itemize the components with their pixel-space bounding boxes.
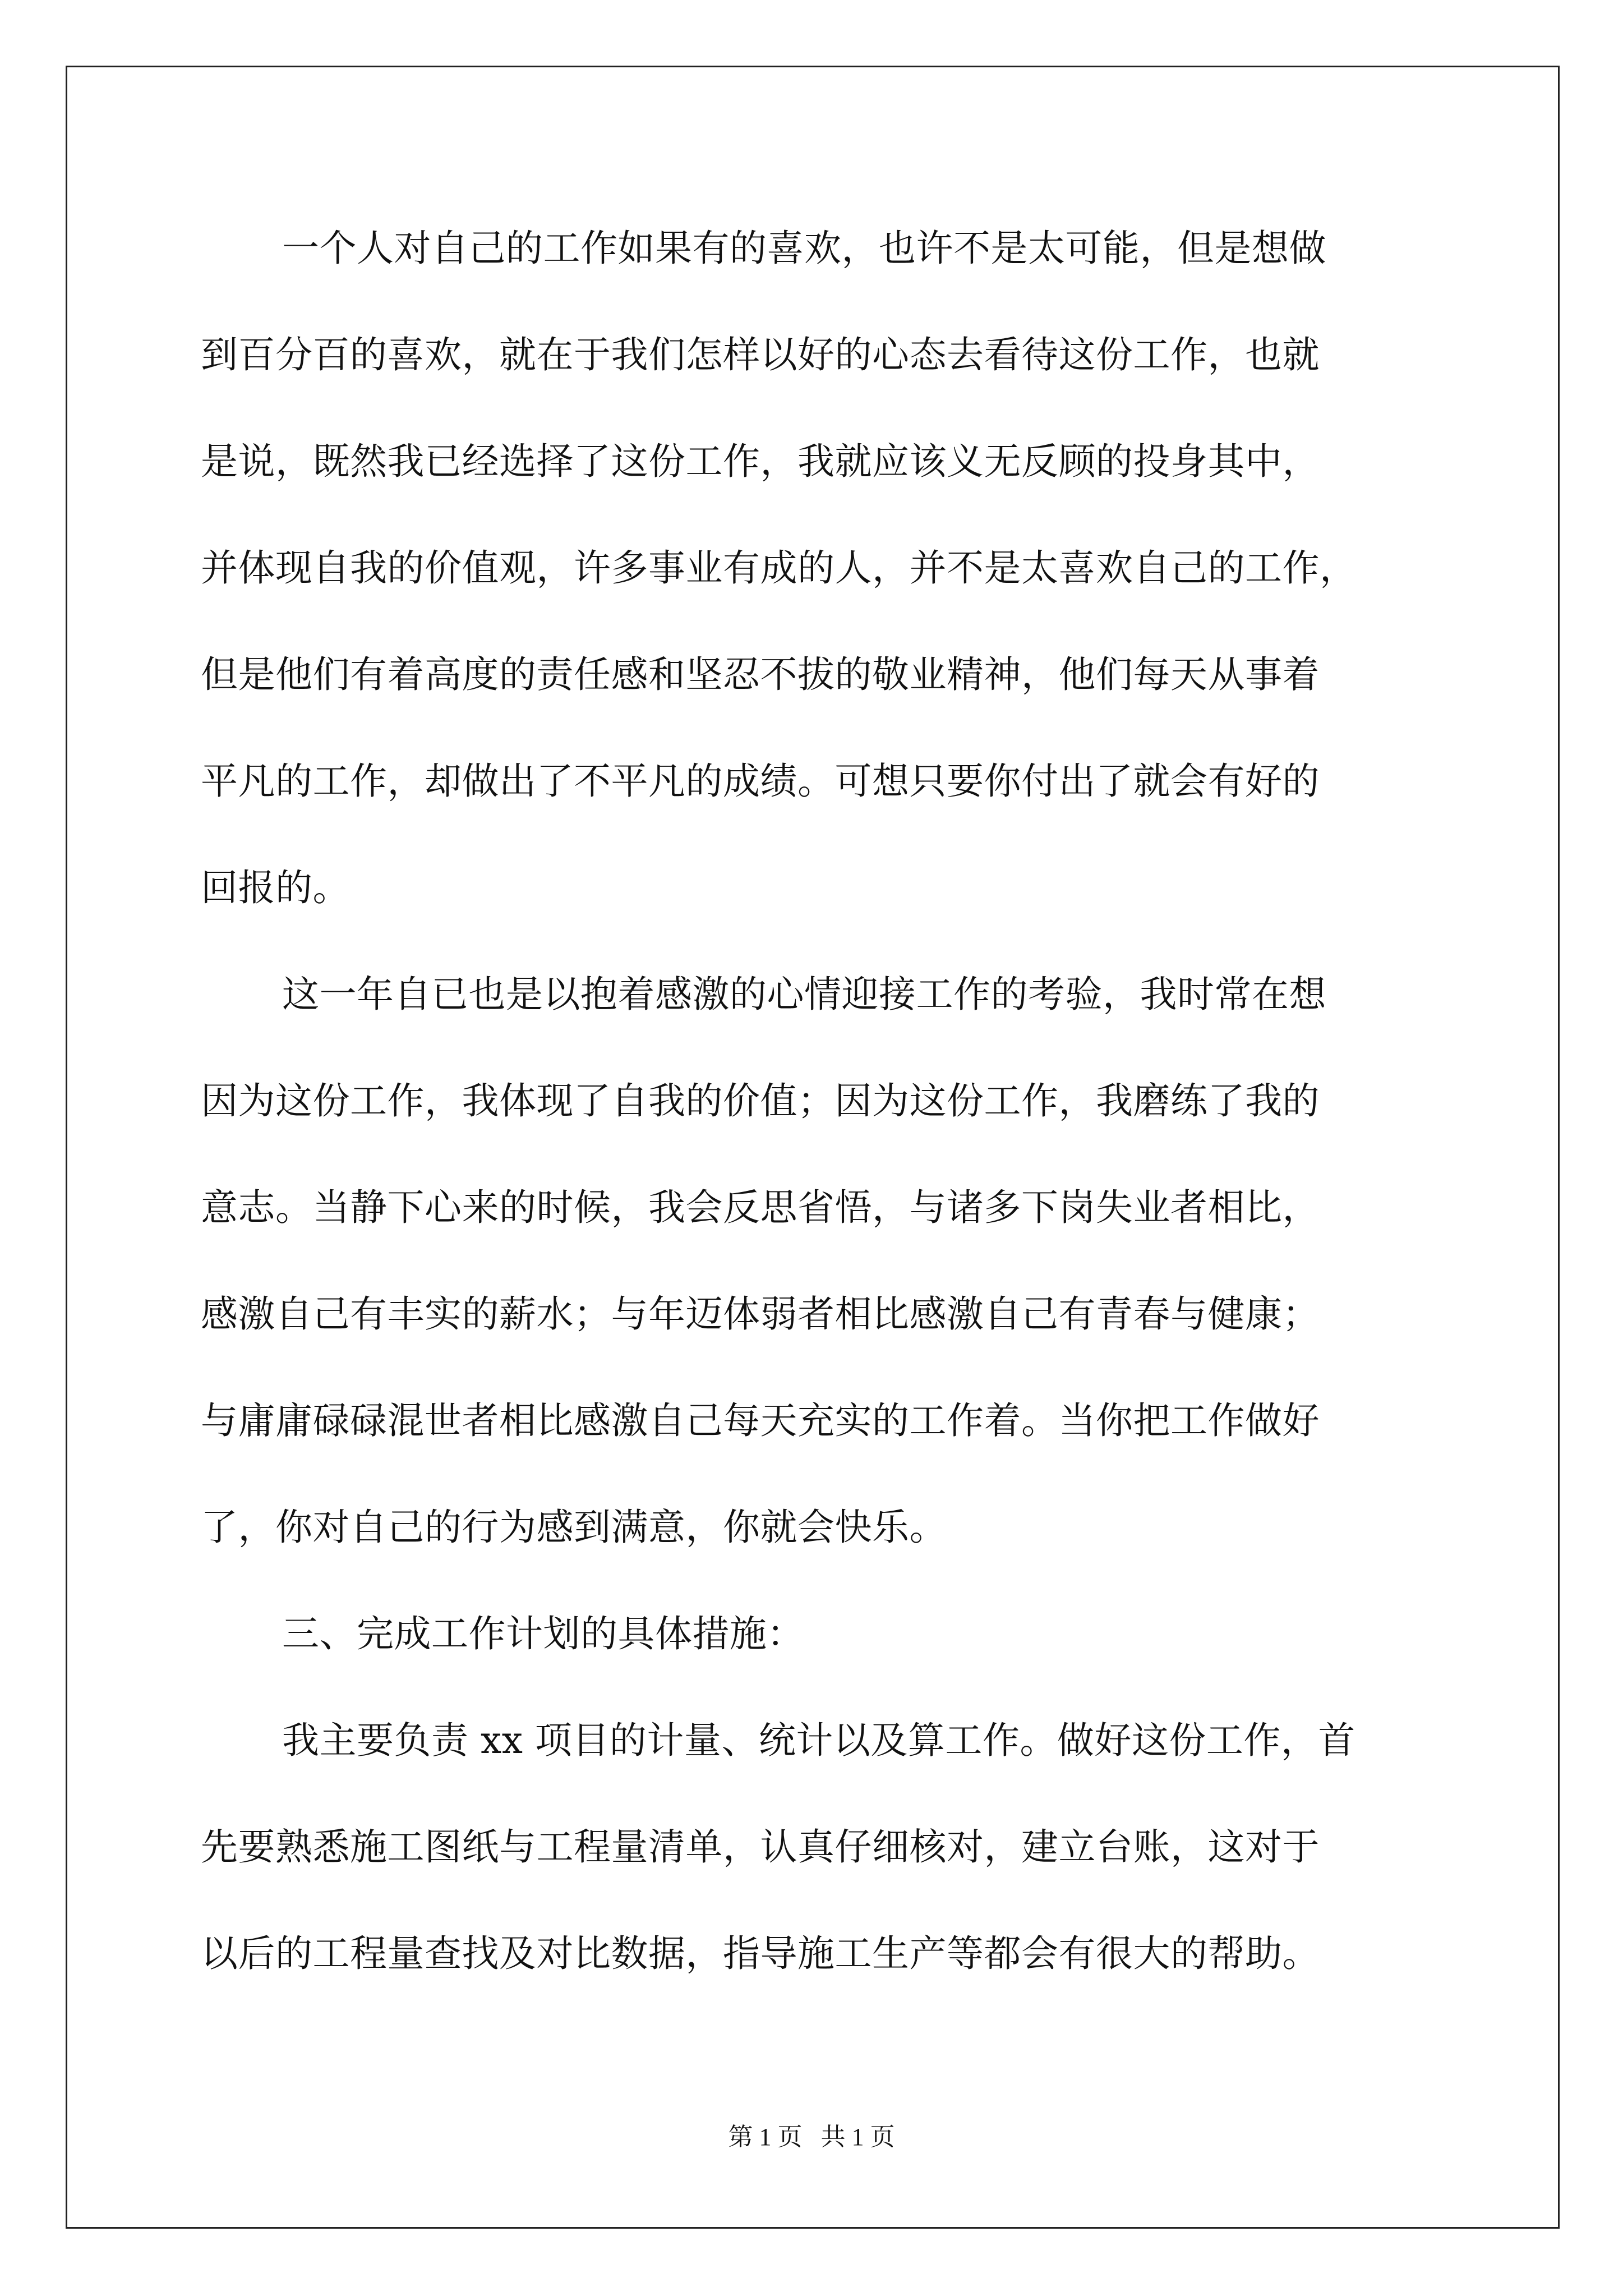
paragraph-line: 一个人对自己的工作如果有的喜欢，也许不是太可能，但是想做 [282, 227, 1326, 270]
paragraph-line: 意志。当静下心来的时候，我会反思省悟，与诸多下岗失业者相比， [201, 1186, 1320, 1229]
paragraph-line: 我主要负责 xx 项目的计量、统计以及算工作。做好这份工作，首 [282, 1719, 1355, 1762]
paragraph-line: 与庸庸碌碌混世者相比感激自己每天充实的工作着。当你把工作做好 [201, 1399, 1320, 1442]
paragraph-line: 以后的工程量查找及对比数据，指导施工生产等都会有很大的帮助。 [201, 1932, 1320, 1975]
paragraph-line: 到百分百的喜欢，就在于我们怎样以好的心态去看待这份工作，也就 [201, 333, 1320, 376]
page-border [66, 66, 1560, 2229]
paragraph-line: 了，你对自己的行为感到满意，你就会快乐。 [201, 1506, 947, 1549]
paragraph-line: 感激自己有丰实的薪水；与年迈体弱者相比感激自己有青春与健康； [201, 1292, 1320, 1336]
paragraph-line: 是说，既然我已经选择了这份工作，我就应该义无反顾的投身其中， [201, 440, 1320, 483]
paragraph-line: 但是他们有着高度的责任感和坚忍不拔的敬业精神，他们每天从事着 [201, 653, 1320, 696]
paragraph-line: 先要熟悉施工图纸与工程量清单，认真仔细核对，建立台账，这对于 [201, 1825, 1320, 1869]
paragraph-line: 这一年自已也是以抱着感激的心情迎接工作的考验，我时常在想 [282, 973, 1326, 1016]
paragraph-line: 回报的。 [201, 866, 350, 909]
page-footer: 第 1 页 共 1 页 [728, 2123, 895, 2151]
paragraph-line: 平凡的工作，却做出了不平凡的成绩。可想只要你付出了就会有好的 [201, 760, 1320, 803]
paragraph-line: 因为这份工作，我体现了自我的价值；因为这份工作，我磨练了我的 [201, 1079, 1320, 1122]
section-heading: 三、完成工作计划的具体措施： [282, 1612, 804, 1655]
paragraph-line: 并体现自我的价值观，许多事业有成的人，并不是太喜欢自己的工作， [201, 546, 1357, 590]
